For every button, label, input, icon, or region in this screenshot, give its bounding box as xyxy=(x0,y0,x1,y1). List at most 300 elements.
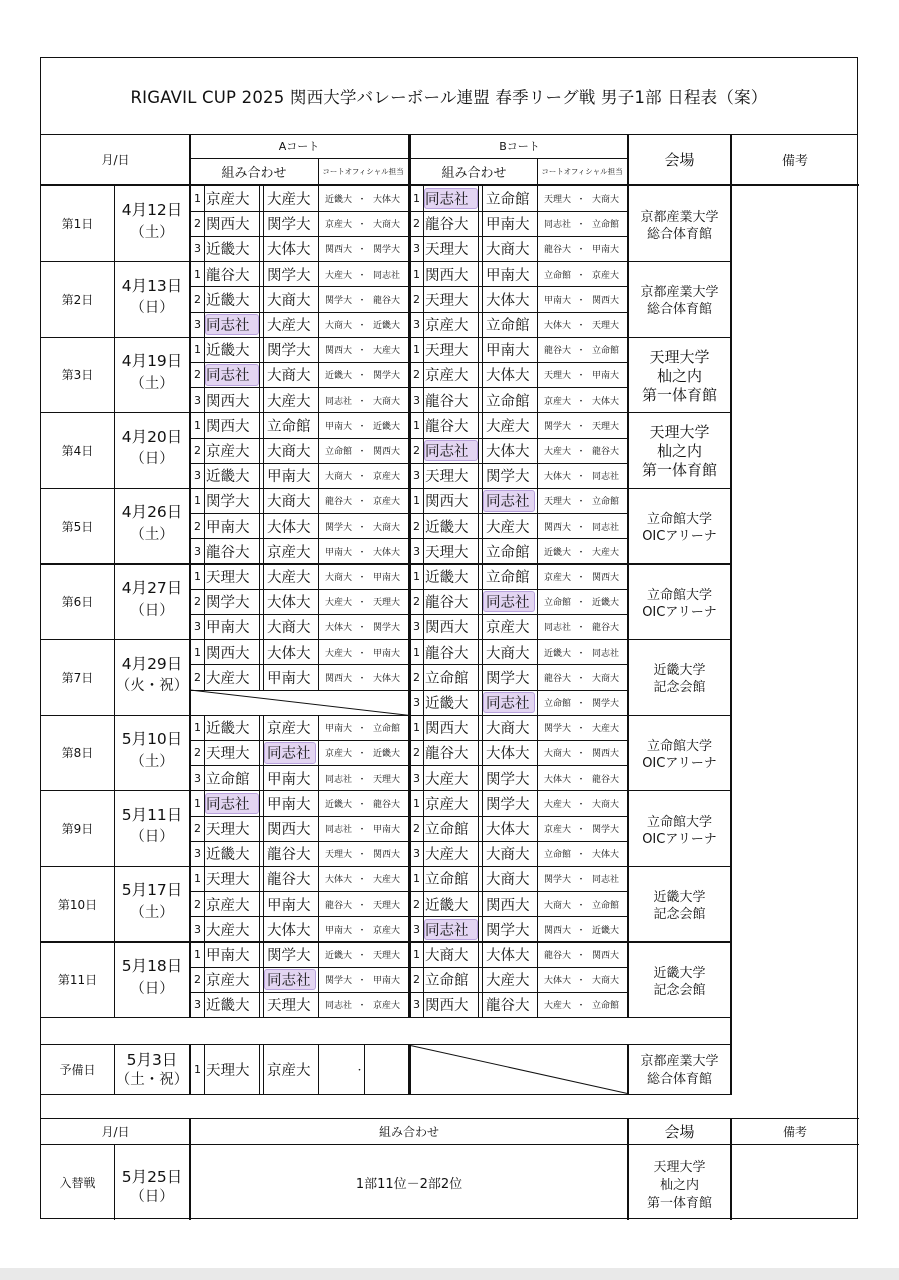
header-a-court: Aコート xyxy=(278,140,320,153)
team-home: 京産大 xyxy=(206,897,250,914)
official-2: 同志社 xyxy=(591,648,619,659)
official-separator: ・ xyxy=(576,270,586,281)
official-1: 大商大 xyxy=(543,749,571,760)
match-number: 1 xyxy=(413,796,420,810)
official-separator: ・ xyxy=(576,749,586,760)
official-separator: ・ xyxy=(576,497,586,508)
official-1: 大体大 xyxy=(543,472,571,483)
day-label: 第5日 xyxy=(61,519,94,534)
team-home: 近畿大 xyxy=(425,897,469,914)
official-1: 関西大 xyxy=(543,522,571,533)
venue-line: 第一体育館 xyxy=(641,385,717,404)
team-home: 立命館 xyxy=(425,872,469,889)
reserve-venue-line: 京都産業大学 xyxy=(640,1054,719,1070)
official-1: 京産大 xyxy=(543,396,571,407)
match-number: 1 xyxy=(413,343,420,357)
official-1: 大体大 xyxy=(324,875,352,886)
official-2: 近畿大 xyxy=(372,321,400,332)
footer-venue-line: 天理大学 xyxy=(653,1160,706,1176)
match-number: 3 xyxy=(194,771,201,785)
official-1: 龍谷大 xyxy=(543,673,571,684)
team-away: 甲南大 xyxy=(267,796,311,813)
venue-line: 立命館大学 xyxy=(646,512,712,528)
match-number: 1 xyxy=(413,418,420,432)
team-home: 関西大 xyxy=(206,645,250,662)
footer-weekday: （日） xyxy=(130,1189,174,1206)
team-home: 立命館 xyxy=(425,670,469,687)
day-label: 第3日 xyxy=(61,368,94,383)
official-separator: ・ xyxy=(357,799,367,810)
official-2: 大商大 xyxy=(591,799,619,810)
team-home: 京産大 xyxy=(206,444,250,461)
official-1: 龍谷大 xyxy=(543,245,571,256)
official-1: 関学大 xyxy=(543,875,571,886)
match-number: 2 xyxy=(194,217,201,231)
official-separator: ・ xyxy=(576,976,586,987)
day-weekday: （土） xyxy=(130,375,174,392)
venue-line: OICアリーナ xyxy=(642,831,717,847)
official-1: 京産大 xyxy=(324,220,352,231)
team-home: 近畿大 xyxy=(206,998,250,1015)
official-1: 同志社 xyxy=(543,623,571,634)
team-away: 大体大 xyxy=(267,645,311,662)
day-date: 5月10日 xyxy=(121,730,183,749)
day-weekday: （日） xyxy=(130,300,174,317)
team-away: 同志社 xyxy=(486,595,530,612)
team-home: 関西大 xyxy=(425,620,469,637)
official-2: 京産大 xyxy=(372,925,400,936)
team-home: 近畿大 xyxy=(206,469,250,486)
official-2: 天理大 xyxy=(372,774,400,785)
day-date: 4月12日 xyxy=(121,201,183,219)
official-1: 近畿大 xyxy=(324,951,352,962)
official-1: 大産大 xyxy=(543,1001,571,1012)
day-date: 4月27日 xyxy=(121,579,183,597)
match-number: 3 xyxy=(413,544,420,558)
day-label: 第7日 xyxy=(61,670,94,685)
official-2: 天理大 xyxy=(372,951,400,962)
team-home: 同志社 xyxy=(425,922,469,939)
official-1: 近畿大 xyxy=(324,195,352,206)
official-separator: ・ xyxy=(357,522,367,533)
official-separator: ・ xyxy=(576,699,586,710)
team-away: 関西大 xyxy=(486,897,530,914)
header-a-official: コートオフィシャル担当 xyxy=(322,167,404,176)
official-separator: ・ xyxy=(357,925,367,936)
team-away: 大産大 xyxy=(267,570,311,587)
official-1: 大産大 xyxy=(543,447,571,458)
official-1: 京産大 xyxy=(324,749,352,760)
official-separator: ・ xyxy=(357,951,367,962)
match-number: 1 xyxy=(413,948,420,962)
official-separator: ・ xyxy=(576,724,586,735)
header-remarks: 備考 xyxy=(781,154,808,169)
team-home: 京産大 xyxy=(206,973,250,990)
official-separator: ・ xyxy=(357,976,367,987)
team-home: 関西大 xyxy=(206,217,250,234)
team-away: 大商大 xyxy=(267,494,311,511)
official-2: 甲南大 xyxy=(591,371,619,382)
official-separator: ・ xyxy=(357,573,367,584)
team-home: 関西大 xyxy=(425,998,469,1015)
team-away: 大体大 xyxy=(486,746,530,763)
official-2: 立命館 xyxy=(372,724,400,735)
official-1: 大商大 xyxy=(324,573,352,584)
match-number: 2 xyxy=(413,292,420,306)
venue-line: 総合体育館 xyxy=(646,226,712,242)
team-home: 近畿大 xyxy=(206,721,250,738)
header-b-court: Bコート xyxy=(499,140,540,153)
official-2: 同志社 xyxy=(591,522,619,533)
match-number: 2 xyxy=(413,519,420,533)
team-away: 関学大 xyxy=(486,796,530,813)
match-number: 1 xyxy=(194,645,201,659)
team-away: 立命館 xyxy=(486,570,530,587)
header-venue: 会場 xyxy=(664,151,695,169)
team-home: 天理大 xyxy=(206,872,250,889)
official-1: 天理大 xyxy=(543,195,571,206)
team-home: 大商大 xyxy=(425,948,469,965)
official-2: 甲南大 xyxy=(372,648,400,659)
official-separator: ・ xyxy=(357,1001,367,1012)
day-weekday: （土） xyxy=(130,224,174,241)
official-2: 関西大 xyxy=(591,951,619,962)
official-1: 天理大 xyxy=(543,371,571,382)
team-away: 関学大 xyxy=(267,267,311,284)
header-b-official: コートオフィシャル担当 xyxy=(541,167,623,176)
official-2: 関学大 xyxy=(591,699,619,710)
team-away: 甲南大 xyxy=(267,670,311,687)
match-number: 1 xyxy=(194,721,201,735)
match-number: 1 xyxy=(194,418,201,432)
team-away: 大商大 xyxy=(267,620,311,637)
team-away: 関学大 xyxy=(486,670,530,687)
team-away: 大体大 xyxy=(267,519,311,536)
official-separator: ・ xyxy=(576,472,586,483)
team-away: 甲南大 xyxy=(486,267,530,284)
team-home: 関学大 xyxy=(206,494,250,511)
reserve-match-number: 1 xyxy=(194,1063,201,1077)
official-2: 立命館 xyxy=(591,900,619,911)
match-number: 2 xyxy=(413,217,420,231)
match-number: 3 xyxy=(413,771,420,785)
day-date: 4月13日 xyxy=(121,276,183,295)
official-2: 近畿大 xyxy=(591,925,619,936)
official-separator: ・ xyxy=(576,447,586,458)
match-number: 2 xyxy=(413,973,420,987)
venue-line: OICアリーナ xyxy=(642,756,717,771)
match-number: 3 xyxy=(194,922,201,936)
match-number: 1 xyxy=(194,267,201,281)
official-1: 龍谷大 xyxy=(324,497,352,508)
team-away: 大商大 xyxy=(267,444,311,461)
team-away: 関学大 xyxy=(486,771,530,788)
day-date: 5月18日 xyxy=(121,957,183,975)
header-b-matchup: 組み合わせ xyxy=(441,166,507,181)
match-number: 2 xyxy=(194,822,201,836)
official-separator: ・ xyxy=(576,850,586,861)
official-1: 立命館 xyxy=(543,598,571,609)
page-bottom-band xyxy=(0,1268,899,1280)
team-home: 天理大 xyxy=(425,469,469,486)
day-date: 4月26日 xyxy=(121,503,183,522)
team-away: 大商大 xyxy=(486,645,530,662)
team-home: 龍谷大 xyxy=(425,418,469,435)
match-number: 2 xyxy=(413,746,420,760)
official-2: 京産大 xyxy=(372,497,400,508)
footer-header-venue: 会場 xyxy=(664,1123,695,1142)
official-2: 関学大 xyxy=(372,623,400,634)
team-home: 龍谷大 xyxy=(425,746,469,763)
match-number: 3 xyxy=(194,847,201,861)
venue-line: 杣之内 xyxy=(656,366,702,385)
official-separator: ・ xyxy=(357,749,367,760)
official-1: 同志社 xyxy=(324,396,352,407)
official-2: 甲南大 xyxy=(372,976,400,987)
venue-line: 近畿大学 xyxy=(653,890,706,906)
team-away: 甲南大 xyxy=(486,343,530,360)
team-away: 甲南大 xyxy=(267,771,311,788)
team-home: 天理大 xyxy=(425,242,469,259)
official-separator: ・ xyxy=(357,825,367,836)
team-home: 龍谷大 xyxy=(425,645,469,662)
official-1: 立命館 xyxy=(543,270,571,281)
official-1: 関西大 xyxy=(324,245,352,256)
official-separator: ・ xyxy=(576,573,586,584)
official-1: 京産大 xyxy=(543,573,571,584)
match-number: 3 xyxy=(194,242,201,256)
reserve-team-home: 天理大 xyxy=(206,1063,250,1080)
team-away: 関学大 xyxy=(267,343,311,360)
official-1: 大産大 xyxy=(324,648,352,659)
official-2: 同志社 xyxy=(591,875,619,886)
header-a-matchup: 組み合わせ xyxy=(221,166,287,181)
official-2: 甲南大 xyxy=(372,573,400,584)
match-number: 1 xyxy=(194,494,201,508)
team-away: 関学大 xyxy=(267,217,311,234)
team-away: 大体大 xyxy=(267,922,311,939)
footer-header-remarks: 備考 xyxy=(782,1125,807,1140)
official-2: 大産大 xyxy=(372,875,400,886)
match-number: 2 xyxy=(194,444,201,458)
official-2: 甲南大 xyxy=(372,825,400,836)
day-label: 第9日 xyxy=(61,822,94,837)
official-1: 龍谷大 xyxy=(543,346,571,357)
official-2: 天理大 xyxy=(591,321,619,332)
official-1: 大産大 xyxy=(543,799,571,810)
team-home: 天理大 xyxy=(425,544,469,561)
official-2: 大体大 xyxy=(372,195,400,206)
official-1: 龍谷大 xyxy=(324,900,352,911)
official-separator: ・ xyxy=(576,421,586,432)
team-home: 近畿大 xyxy=(206,292,250,309)
official-2: 天理大 xyxy=(591,421,619,432)
team-away: 同志社 xyxy=(486,494,530,511)
team-away: 大体大 xyxy=(267,595,311,612)
official-2: 京産大 xyxy=(591,270,619,281)
team-home: 関西大 xyxy=(425,721,469,738)
official-2: 天理大 xyxy=(372,900,400,911)
team-home: 関西大 xyxy=(425,267,469,284)
match-number: 2 xyxy=(194,292,201,306)
match-number: 2 xyxy=(194,595,201,609)
team-away: 同志社 xyxy=(267,746,311,763)
day-date: 4月20日 xyxy=(121,427,183,446)
team-away: 大商大 xyxy=(486,872,530,889)
footer-label: 入替戦 xyxy=(59,1175,96,1190)
day-label: 第1日 xyxy=(61,217,94,232)
team-away: 大体大 xyxy=(486,822,530,839)
official-2: 関西大 xyxy=(591,573,619,584)
match-number: 2 xyxy=(194,973,201,987)
official-1: 同志社 xyxy=(324,825,352,836)
venue-line: 京都産業大学 xyxy=(640,209,719,225)
day-weekday: （土） xyxy=(130,753,174,770)
official-2: 同志社 xyxy=(591,472,619,483)
match-number: 1 xyxy=(413,192,420,206)
official-separator: ・ xyxy=(576,875,586,886)
team-home: 近畿大 xyxy=(425,519,469,536)
team-away: 京産大 xyxy=(267,544,311,561)
match-number: 2 xyxy=(413,595,420,609)
venue-line: 第一体育館 xyxy=(641,461,717,480)
official-separator: ・ xyxy=(576,295,586,306)
team-away: 立命館 xyxy=(486,393,530,410)
official-2: 関学大 xyxy=(372,371,400,382)
venue-line: 立命館大学 xyxy=(646,739,712,754)
match-number: 2 xyxy=(413,368,420,382)
day-weekday: （日） xyxy=(130,829,174,846)
document-title: RIGAVIL CUP 2025 関西大学バレーボール連盟 春季リーグ戦 男子1部 日程表（案） xyxy=(41,58,857,135)
venue-line: OICアリーナ xyxy=(642,604,717,620)
official-2: 近畿大 xyxy=(591,598,619,609)
day-label: 第6日 xyxy=(61,595,94,610)
match-number: 3 xyxy=(413,318,420,332)
team-home: 関西大 xyxy=(206,418,250,435)
team-home: 天理大 xyxy=(206,822,250,839)
official-separator: ・ xyxy=(357,472,367,483)
official-1: 立命館 xyxy=(324,447,352,458)
official-separator: ・ xyxy=(357,346,367,357)
match-number: 3 xyxy=(194,620,201,634)
official-1: 大体大 xyxy=(543,976,571,987)
remarks-column-line xyxy=(730,134,731,1095)
official-2: 龍谷大 xyxy=(372,799,400,810)
team-home: 龍谷大 xyxy=(425,595,469,612)
official-separator: ・ xyxy=(576,951,586,962)
official-2: 大商大 xyxy=(372,522,400,533)
team-away: 大商大 xyxy=(267,368,311,385)
official-2: 龍谷大 xyxy=(591,447,619,458)
team-away: 立命館 xyxy=(486,192,530,209)
team-away: 大体大 xyxy=(486,292,530,309)
team-home: 甲南大 xyxy=(206,948,250,965)
official-2: 大体大 xyxy=(591,850,619,861)
team-home: 龍谷大 xyxy=(206,544,250,561)
team-away: 立命館 xyxy=(486,318,530,335)
match-number: 3 xyxy=(194,469,201,483)
official-1: 近畿大 xyxy=(324,799,352,810)
team-away: 大体大 xyxy=(267,242,311,259)
team-home: 同志社 xyxy=(425,444,469,461)
official-separator: ・ xyxy=(357,900,367,911)
official-2: 立命館 xyxy=(591,497,619,508)
official-separator: ・ xyxy=(357,623,367,634)
team-away: 大産大 xyxy=(267,192,311,209)
official-separator: ・ xyxy=(576,825,586,836)
official-1: 大体大 xyxy=(324,623,352,634)
venue-line: 記念会館 xyxy=(653,982,706,998)
official-separator: ・ xyxy=(357,497,367,508)
team-away: 関学大 xyxy=(267,948,311,965)
team-away: 同志社 xyxy=(267,973,311,990)
team-away: 大体大 xyxy=(486,948,530,965)
venue-line: 近畿大学 xyxy=(653,965,706,981)
team-home: 甲南大 xyxy=(206,519,250,536)
team-home: 大産大 xyxy=(425,847,469,864)
reserve-team-away: 京産大 xyxy=(267,1063,311,1080)
official-2: 立命館 xyxy=(591,346,619,357)
footer-venue-line: 第一体育館 xyxy=(646,1196,712,1212)
official-2: 近畿大 xyxy=(372,749,400,760)
official-1: 甲南大 xyxy=(324,724,352,735)
venue-line: 記念会館 xyxy=(653,907,706,923)
footer-header-matchup: 組み合わせ xyxy=(378,1125,439,1140)
team-home: 大産大 xyxy=(206,670,250,687)
match-number: 2 xyxy=(194,670,201,684)
team-home: 近畿大 xyxy=(206,242,250,259)
official-2: 関西大 xyxy=(591,295,619,306)
match-number: 1 xyxy=(413,721,420,735)
diagonal-line xyxy=(411,1046,628,1094)
official-separator: ・ xyxy=(576,220,586,231)
official-2: 天理大 xyxy=(372,598,400,609)
venue-line: 記念会館 xyxy=(653,680,706,696)
official-2: 大商大 xyxy=(591,976,619,987)
official-1: 関学大 xyxy=(324,976,352,987)
venue-line: 天理大学 xyxy=(649,347,710,366)
team-home: 天理大 xyxy=(206,570,250,587)
official-1: 関学大 xyxy=(543,421,571,432)
team-away: 立命館 xyxy=(267,418,311,435)
official-separator: ・ xyxy=(357,421,367,432)
match-number: 3 xyxy=(413,469,420,483)
team-home: 同志社 xyxy=(425,192,469,209)
match-number: 1 xyxy=(194,948,201,962)
team-home: 同志社 xyxy=(206,368,250,385)
official-separator: ・ xyxy=(576,799,586,810)
team-away: 京産大 xyxy=(486,620,530,637)
official-2: 立命館 xyxy=(591,220,619,231)
official-2: 京産大 xyxy=(372,472,400,483)
day-date: 5月17日 xyxy=(121,881,183,900)
team-away: 関学大 xyxy=(486,469,530,486)
official-1: 甲南大 xyxy=(324,547,352,558)
official-2: 関西大 xyxy=(372,850,400,861)
day-weekday: （火・祝） xyxy=(115,678,189,695)
official-2: 関西大 xyxy=(591,749,619,760)
official-separator: ・ xyxy=(576,623,586,634)
official-2: 甲南大 xyxy=(591,245,619,256)
team-away: 龍谷大 xyxy=(267,872,311,889)
team-away: 龍谷大 xyxy=(267,847,311,864)
footer-header-date: 月/日 xyxy=(101,1125,130,1140)
match-number: 2 xyxy=(194,519,201,533)
day-label: 第8日 xyxy=(61,746,94,761)
match-number: 1 xyxy=(194,192,201,206)
day-weekday: （日） xyxy=(130,451,174,468)
match-number: 2 xyxy=(413,897,420,911)
